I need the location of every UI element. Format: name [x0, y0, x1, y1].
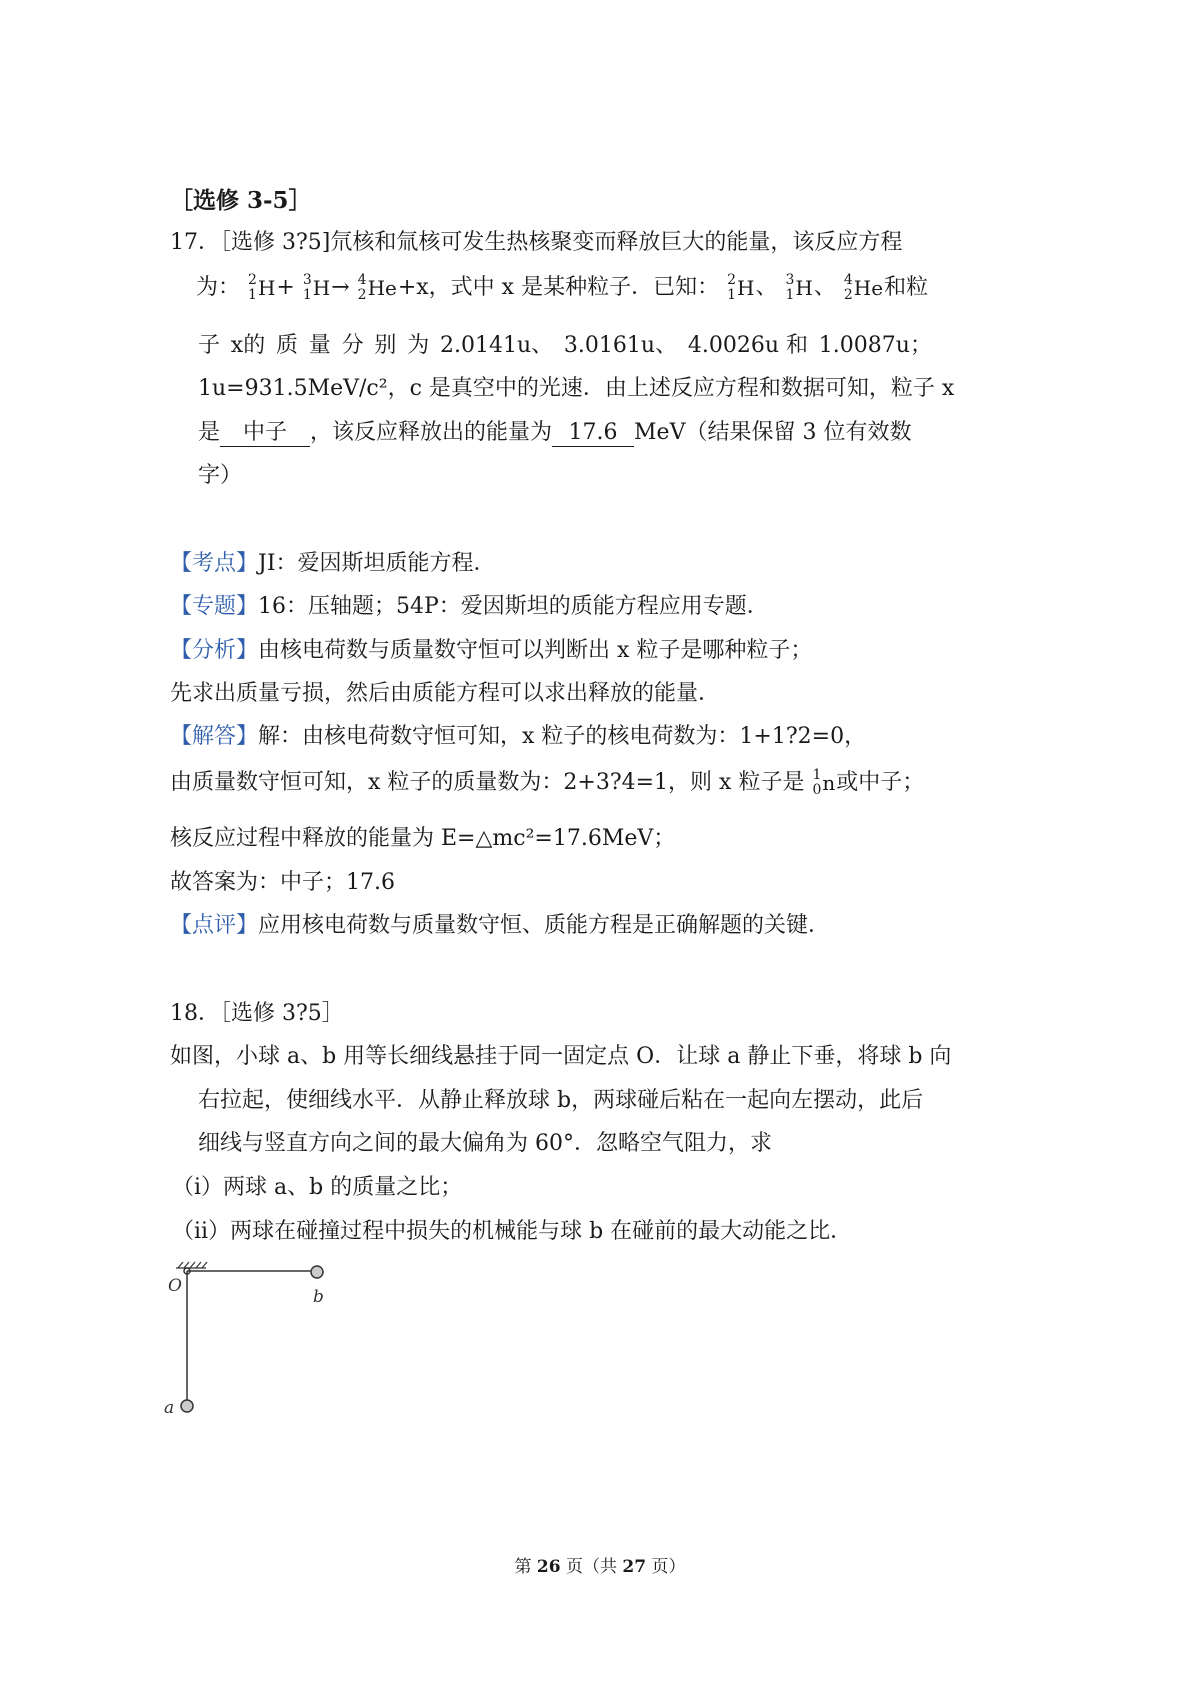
- answer-blank-1: 中子: [220, 420, 310, 447]
- zhuanti-line: [170, 592, 769, 622]
- word: 3.0161u、: [563, 333, 678, 358]
- q18-line-1: 18．［选修 3?5］: [170, 1001, 344, 1026]
- page-number: 26: [536, 1557, 561, 1577]
- q17-line2-end: 和粒: [884, 275, 929, 300]
- label-a: a: [164, 1398, 175, 1418]
- plus-sign: +: [276, 275, 295, 300]
- reaction-arrow: →: [331, 275, 350, 300]
- kaodian-line: [170, 549, 496, 579]
- separator: 、: [813, 275, 836, 300]
- zhuanti-label: 【专题】: [170, 594, 259, 619]
- word: 量: [308, 333, 331, 358]
- fenxi-text: 由核电荷数与质量数守恒可以判断出 x 粒子是哪种粒子；: [258, 638, 813, 663]
- nuclide-deuterium: 2 1 H: [248, 272, 276, 303]
- nuclide-helium-2: 4 2 He: [843, 272, 884, 303]
- fenxi-line: [170, 636, 812, 666]
- dianping-text: 应用核电荷数与质量数守恒、质能方程是正确解题的关键．: [258, 913, 831, 938]
- page-footer: [0, 1555, 1200, 1579]
- nuclide-tritium-2: 3 1 H: [785, 272, 813, 303]
- jieda-line-3: 核反应过程中释放的能量为 E=△mc²=17.6MeV；: [170, 826, 676, 851]
- nuclide-deuterium-2: 2 1 H: [727, 272, 755, 303]
- q17-line-3: [198, 331, 932, 361]
- ceiling-hatch: [176, 1262, 207, 1268]
- q17-line5-mid: ，该反应释放出的能量为: [310, 420, 553, 445]
- q18-line-3: 右拉起，使细线水平．从静止释放球 b，两球碰后粘在一起向左摆动，此后: [198, 1088, 924, 1113]
- fenxi-line-2: 先求出质量亏损，然后由质能方程可以求出释放的能量．: [170, 681, 721, 706]
- jieda-label: 【解答】: [170, 724, 259, 749]
- word: 质: [276, 333, 299, 358]
- section-header: ［选修 3-5］: [170, 187, 312, 214]
- jieda-line: [170, 722, 866, 752]
- word: 4.0026u 和: [687, 333, 809, 358]
- jieda-line2-end: 或中子；: [836, 770, 925, 795]
- word: 分: [341, 333, 364, 358]
- q18-line-2: 如图，小球 a、b 用等长细线悬挂于同一固定点 O．让球 a 静止下垂，将球 b 向: [170, 1044, 952, 1069]
- q18-line-4: 细线与竖直方向之间的最大偏角为 60°．忽略空气阻力，求: [198, 1131, 772, 1156]
- dianping-line: [170, 911, 830, 941]
- label-b: b: [313, 1287, 324, 1307]
- jieda-line-4: 故答案为：中子；17.6: [170, 870, 395, 895]
- nuclide-neutron: 1 0 n: [812, 767, 836, 798]
- word: 子: [198, 333, 221, 358]
- footer-text: 第: [514, 1557, 537, 1577]
- q17-line5-prefix: 是: [198, 420, 221, 445]
- word: x的: [230, 333, 266, 358]
- zhuanti-text: 16：压轴题；54P：爱因斯坦的质能方程应用专题．: [258, 594, 769, 619]
- kaodian-label: 【考点】: [170, 551, 259, 576]
- nuclide-tritium: 3 1 H: [302, 272, 331, 303]
- footer-text: 页（共: [560, 1557, 623, 1577]
- separator: 、: [755, 275, 778, 300]
- jieda-text: 解：由核电荷数守恒可知，x 粒子的核电荷数为：1+1?2=0，: [258, 724, 867, 749]
- word: 1.0087u；: [818, 333, 932, 358]
- jieda-line-2: [170, 768, 924, 798]
- dianping-label: 【点评】: [170, 913, 259, 938]
- nuclide-helium: 4 2 He: [357, 272, 397, 303]
- word: 别: [374, 333, 397, 358]
- footer-text: 页）: [646, 1557, 686, 1577]
- kaodian-text: JI：爱因斯坦质能方程．: [258, 551, 496, 576]
- q17-line-4: 1u=931.5MeV/c²，c 是真空中的光速．由上述反应方程和数据可知，粒子 x: [198, 376, 955, 401]
- pendulum-figure: [160, 1258, 360, 1428]
- q17-line2-prefix: 为：: [196, 275, 241, 300]
- word: 2.0141u、: [439, 333, 554, 358]
- fenxi-label: 【分析】: [170, 638, 259, 663]
- q17-line-1: 17．［选修 3?5]氘核和氚核可发生热核聚变而释放巨大的能量，该反应方程: [170, 230, 903, 255]
- q18-part-1: （i）两球 a、b 的质量之比；: [172, 1175, 463, 1200]
- answer-blank-2: 17.6: [552, 420, 634, 447]
- q17-line-2: [196, 273, 928, 303]
- q17-line2-mid: +x，式中 x 是某种粒子．已知：: [397, 275, 720, 300]
- ball-b: [311, 1266, 323, 1278]
- q17-line-6: 字）: [198, 463, 243, 488]
- q18-part-2: （ii）两球在碰撞过程中损失的机械能与球 b 在碰前的最大动能之比．: [172, 1219, 853, 1244]
- word: 为: [407, 333, 430, 358]
- ball-a: [181, 1400, 193, 1412]
- q17-line-5: [198, 418, 911, 448]
- q17-line5-end: MeV（结果保留 3 位有效数: [634, 420, 912, 445]
- jieda-line2-prefix: 由质量数守恒可知，x 粒子的质量数为：2+3?4=1，则 x 粒子是: [170, 770, 805, 795]
- total-pages: 27: [622, 1557, 647, 1577]
- label-O: O: [168, 1276, 182, 1296]
